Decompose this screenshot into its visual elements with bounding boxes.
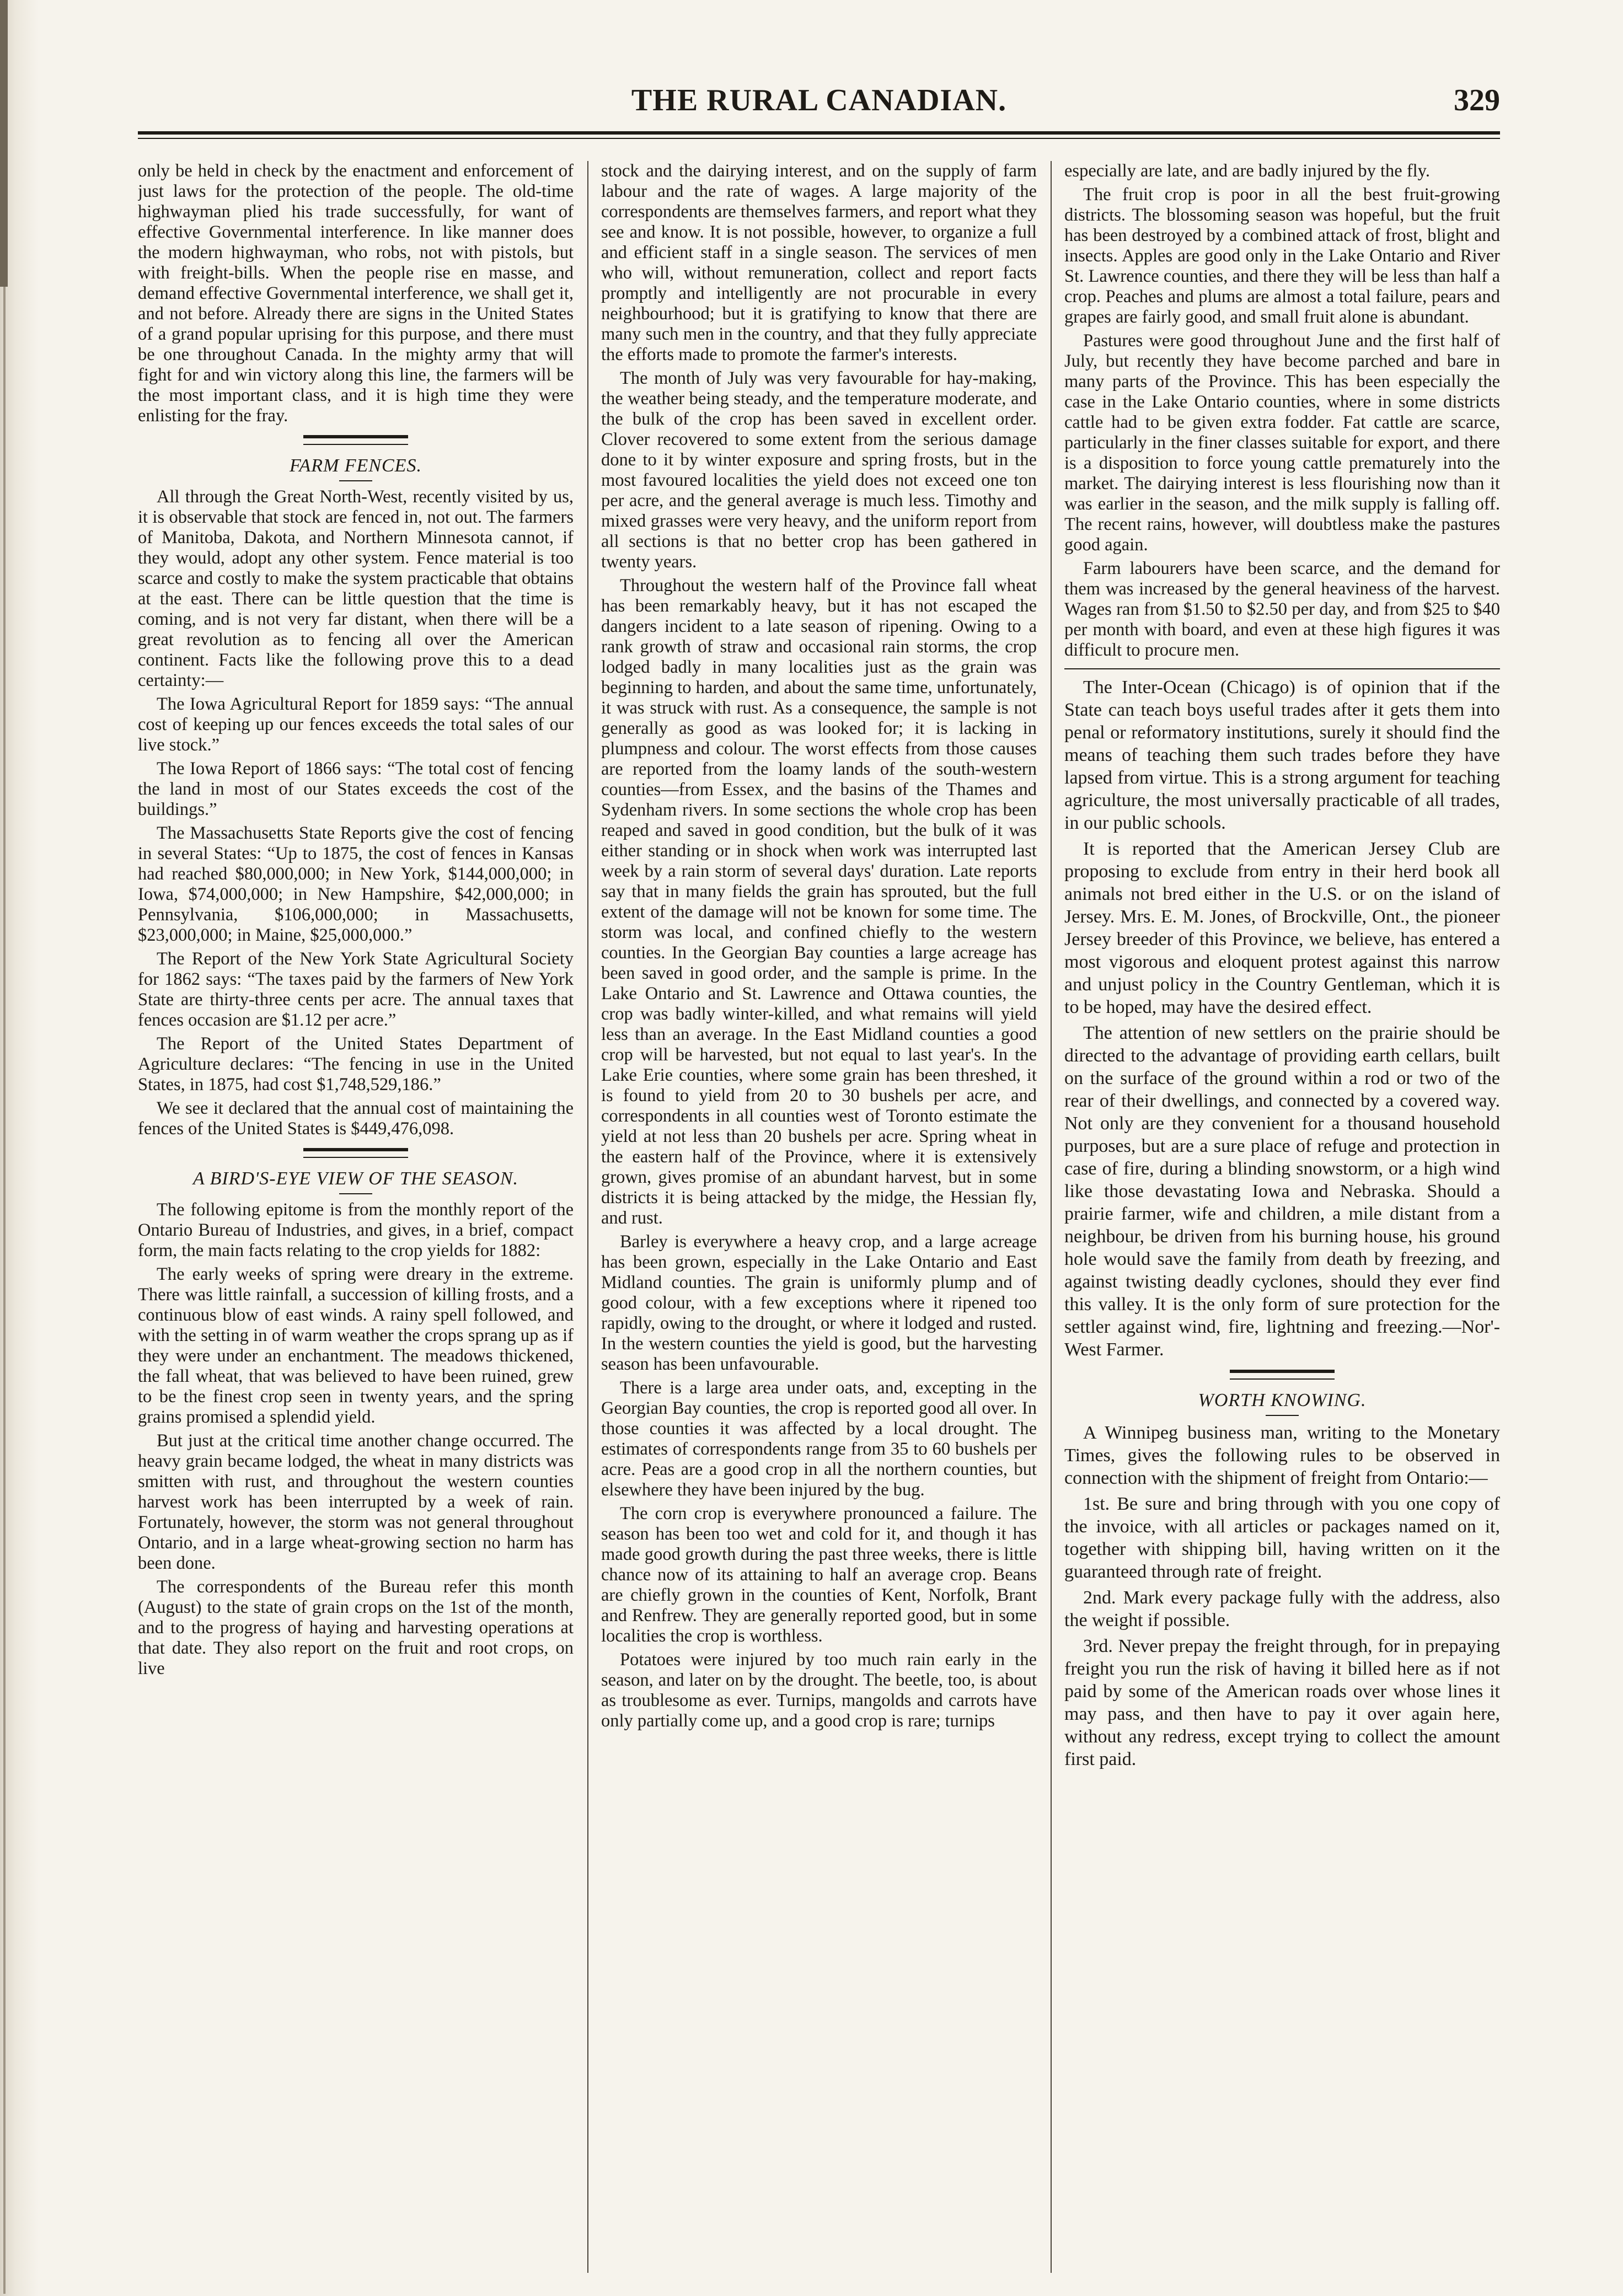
- paragraph: The corn crop is everywhere pronounced a failure. The season has been too wet and cold for it, and though it has made good growth during the past three weeks, there is little chance now of its attaining to half an average crop. Beans are chiefly grown in the counties of Kent, Norfolk, Brant and Renfrew. They are generally reported good, but in some localities the crop is worthless.: [601, 1504, 1037, 1646]
- heading-birds-eye-view: A BIRD'S-EYE VIEW OF THE SEASON.: [192, 1168, 519, 1189]
- paragraph: The Inter-Ocean (Chicago) is of opinion that if the State can teach boys useful trades after it gets them into penal or reformatory institutions, surely it should find the means of teaching them such trades before they have lapsed from virtue. This is a strong argument for teaching agriculture, the most universally practicable of all trades, in our public schools.: [1064, 677, 1500, 833]
- paragraph: Pastures were good throughout June and the first half of July, but recently they have become parched and bare in many parts of the Province. This has been especially the case in the Lake Ontario counties, where in some districts cattle had to be given extra fodder. Fat cattle are scarce, particularly in the finer classes suitable for export, and there is a disposition to force young cattle prematurely into the market. The dairying interest is less flourishing now than it was earlier in the season, and the milk supply is falling off. The recent rains, however, will doubtless make the pastures good again.: [1064, 331, 1500, 555]
- paragraph: The Iowa Report of 1866 says: “The total cost of fencing the land in most of our States exceeds the cost of the buildings.”: [138, 759, 574, 819]
- paragraph: 2nd. Mark every package fully with the address, also the weight if possible.: [1064, 1587, 1500, 1630]
- paragraph: The month of July was very favourable for hay-making, the weather being steady, and the temperature moderate, and the bulk of the crop has been saved in excellent order. Clover recovered to some extent from the serious damage done to it by winter exposure and spring frosts, but in the most favoured localities the yield does not exceed one ton per acre, and the general average is much less. Timothy and mixed grasses were very heavy, and the uniform report from all sections is that no better crop has been gathered in twenty years.: [601, 368, 1037, 572]
- item-separator: [1064, 668, 1500, 669]
- page-number: 329: [1454, 83, 1500, 117]
- heading-rule: [339, 1193, 372, 1194]
- column-divider-1: [587, 161, 588, 2273]
- column-3: [1064, 161, 1500, 2273]
- paragraph: The early weeks of spring were dreary in the extreme. There was little rainfall, a succession of killing frosts, and a continuous blow of east winds. A rainy spell followed, and with the setting in of warm weather the crops sprang up as if they were under an enchantment. The meadows thickened, the fall wheat, that was believed to have been ruined, grew to be the finest crop seen in twenty years, and the spring grains promised a splendid yield.: [138, 1264, 574, 1427]
- page-header: [138, 83, 1500, 127]
- paragraph: All through the Great North-West, recently visited by us, it is observable that stock are fenced in, not out. The farmers of Manitoba, Dakota, and Northern Minnesota cannot, if they would, adopt any other system. Fence material is too scarce and costly to make the system practicable that obtains at the east. There can be little question that the time is coming, and is not very far distant, when there will be a great revolution as to fencing all over the American continent. Facts like the following prove this to a dead certainty:—: [138, 487, 574, 690]
- paragraph: Throughout the western half of the Province fall wheat has been remarkably heavy, but it has not escaped the dangers incident to a late season of ripening. Owing to a rank growth of straw and occasional rain storms, the crop lodged badly in many localities just as the grain was beginning to harden, and about the same time, unfortunately, it was struck with rust. As a consequence, the sample is not generally as good as was looked for; it is lacking in plumpness and colour. The worst effects from those causes are reported from the loamy lands of the south-western counties—from Essex, and the basins of the Thames and Sydenham rivers. In some sections the whole crop has been reaped and saved in good condition, but the bulk of it was either standing or in shock when work was interrupted last week by a rain storm of several days' duration. Late reports say that in many fields the grain has sprouted, but the full extent of the damage will not be known for some time. The storm was local, and confined chiefly to the western counties. In the Georgian Bay counties a large acreage has been saved in good order, and the sample is prime. In the Lake Ontario and St. Lawrence and Ottawa counties, the crop was badly winter-killed, and what remains will yield less than an average. In the East Midland counties a good crop will be harvested, but not equal to last year's. In the Lake Erie counties, where some grain has been threshed, it is found to yield from 20 to 30 bushels per acre, and correspondents in all counties west of Toronto estimate the yield at not less than 20 bushels per acre. Spring wheat in the eastern half of the Province, where it is extensively grown, gives promise of an abundant harvest, but in some districts it is being attacked by the midge, the Hessian fly, and rust.: [601, 576, 1037, 1228]
- paragraph: The attention of new settlers on the prairie should be directed to the advantage of providing earth cellars, built on the surface of the ground within a rod or two of the rear of their dwellings, and connected by a covered way. Not only are they convenient for a thousand household purposes, but are a sure place of refuge and protection in case of fire, during a blinding snowstorm, or a high wind like those devastating Iowa and Nebraska. Should a prairie farmer, wife and children, a mile distant from a neighbour, be driven from his burning house, his ground hole would save the family from death by freezing, and against twisting deadly cyclones, should they ever find this valley. It is the only form of sure protection for the settler against wind, fire, lightning and freezing.—Nor'-West Farmer.: [1064, 1023, 1500, 1360]
- section-ornament: [303, 435, 408, 445]
- column-divider-2: [1051, 161, 1052, 2273]
- paragraph: Farm labourers have been scarce, and the demand for them was increased by the general heaviness of the harvest. Wages ran from $1.50 to $2.50 per day, and from $25 to $40 per month with board, and even at these high figures it was difficult to procure men.: [1064, 559, 1500, 660]
- paragraph: 3rd. Never prepay the freight through, for in prepaying freight you run the risk of having it billed here as if not paid by some of the American roads over whose lines it may pass, and then have to pay it over again here, without any redress, except trying to collect the amount first paid.: [1064, 1636, 1500, 1769]
- paragraph: The correspondents of the Bureau refer this month (August) to the state of grain crops on the 1st of the month, and to the progress of haying and harvesting operations at that date. They also report on the fruit and root crops, on live: [138, 1577, 574, 1678]
- paragraph: only be held in check by the enactment and enforcement of just laws for the protection of the people. The old-time highwayman plied his trade successfully, for want of effective Governmental interference. In like manner does the modern highwayman, who robs, not with pistols, but with freight-bills. When the people rise en masse, and demand effective Governmental interference, we shall get it, and not before. Already there are signs in the United States of a grand popular uprising for this purpose, and there must be one throughout Canada. In the mighty army that will fight for and win victory along this line, the farmers will be the most important class, and it is high time they were enlisting for the fray.: [138, 161, 574, 426]
- heading-worth-knowing: WORTH KNOWING.: [1198, 1390, 1367, 1410]
- paragraph: It is reported that the American Jersey Club are proposing to exclude from entry in their herd book all animals not bred either in the U.S. or on the island of Jersey. Mrs. E. M. Jones, of Brockville, Ont., the pioneer Jersey breeder of this Province, we believe, has entered a most vigorous and eloquent protest against this narrow and unjust policy in the Country Gentleman, which it is to be hoped, may have the desired effect.: [1064, 839, 1500, 1017]
- paragraph: But just at the critical time another change occurred. The heavy grain became lodged, the wheat in many districts was smitten with rust, and throughout the western counties harvest work has been interrupted by a week of rain. Fortunately, however, the storm was not general throughout Ontario, and in a large wheat-growing section no harm has been done.: [138, 1431, 574, 1573]
- newspaper-title: THE RURAL CANADIAN.: [631, 83, 1007, 117]
- column-1: [138, 161, 574, 2273]
- heading-rule: [1266, 1415, 1299, 1416]
- heading-rule: [339, 480, 372, 481]
- paragraph: especially are late, and are badly injured by the fly.: [1064, 161, 1430, 181]
- paragraph: The fruit crop is poor in all the best fruit-growing districts. The blossoming season was hopeful, but the fruit has been destroyed by a combined attack of frost, blight and insects. Apples are good only in the Lake Ontario and River St. Lawrence counties, and there they will be less than half a crop. Peaches and plums are almost a total failure, pears and grapes are fairly good, and small fruit alone is abundant.: [1064, 185, 1500, 327]
- paragraph: The following epitome is from the monthly report of the Ontario Bureau of Industries, and gives, in a brief, compact form, the main facts relating to the crop yields for 1882:: [138, 1200, 574, 1260]
- paragraph: A Winnipeg business man, writing to the Monetary Times, gives the following rules to be observed in connection with the shipment of freight from Ontario:—: [1064, 1423, 1500, 1488]
- paragraph: Potatoes were injured by too much rain early in the season, and later on by the drought. The beetle, too, is about as troublesome as ever. Turnips, mangolds and carrots have only partially come up, and a good crop is rare; turnips: [601, 1650, 1037, 1731]
- paragraph: We see it declared that the annual cost of maintaining the fences of the United States is $449,476,098.: [138, 1098, 574, 1139]
- paragraph: The Report of the United States Department of Agriculture declares: “The fencing in use in the United States, in 1875, had cost $1,748,529,186.”: [138, 1034, 574, 1095]
- paragraph: The Iowa Agricultural Report for 1859 says: “The annual cost of keeping up our fences exceeds the total sales of our live stock.”: [138, 694, 574, 755]
- column-2: [601, 161, 1037, 2273]
- binding-margin: [0, 0, 39, 2296]
- paragraph: stock and the dairying interest, and on the supply of farm labour and the rate of wages. A large majority of the correspondents are themselves farmers, and report what they see and know. It is not possible, however, to organize a full and efficient staff in a single season. The services of men who will, without remuneration, collect and report facts promptly and intelligently are not procurable in every neighbourhood; but it is gratifying to know that there are many such men in the country, and that they fully appreciate the efforts made to promote the farmer's interests.: [601, 161, 1037, 364]
- header-rule-thick: [138, 131, 1500, 135]
- heading-farm-fences: FARM FENCES.: [290, 455, 422, 476]
- section-ornament: [303, 1148, 408, 1158]
- section-ornament: [1230, 1370, 1335, 1380]
- paragraph: 1st. Be sure and bring through with you one copy of the invoice, with all articles or packages named on it, together with shipping bill, having written on it the guaranteed through rate of freight.: [1064, 1494, 1500, 1582]
- paragraph: The Report of the New York State Agricultural Society for 1862 says: “The taxes paid by the farmers of New York State are thirty-three cents per acre. The annual taxes that fences occasion are $1.12 per acre.”: [138, 949, 574, 1030]
- paragraph: The Massachusetts State Reports give the cost of fencing in several States: “Up to 1875, the cost of fences in Kansas had reached $80,000,000; in New York, $144,000,000; in Iowa, $74,000,000; in New Hampshire, $42,000,000; in Pennsylvania, $106,000,000; in Massachusetts, $23,000,000; in Maine, $25,000,000.”: [138, 823, 574, 945]
- paragraph: There is a large area under oats, and, excepting in the Georgian Bay counties, the crop is reported good all over. In those counties it was affected by a local drought. The estimates of correspondents range from 35 to 60 bushels per acre. Peas are a good crop in all the northern counties, but elsewhere they have been injured by the bug.: [601, 1378, 1037, 1500]
- paragraph: Barley is everywhere a heavy crop, and a large acreage has been grown, especially in the Lake Ontario and East Midland counties. The grain is uniformly plump and of good colour, with a few exceptions where it ripened too rapidly, owing to the drought, or where it lodged and rusted. In the western counties the yield is good, but the harvesting season has been unfavourable.: [601, 1232, 1037, 1374]
- header-rule-thin: [138, 138, 1500, 139]
